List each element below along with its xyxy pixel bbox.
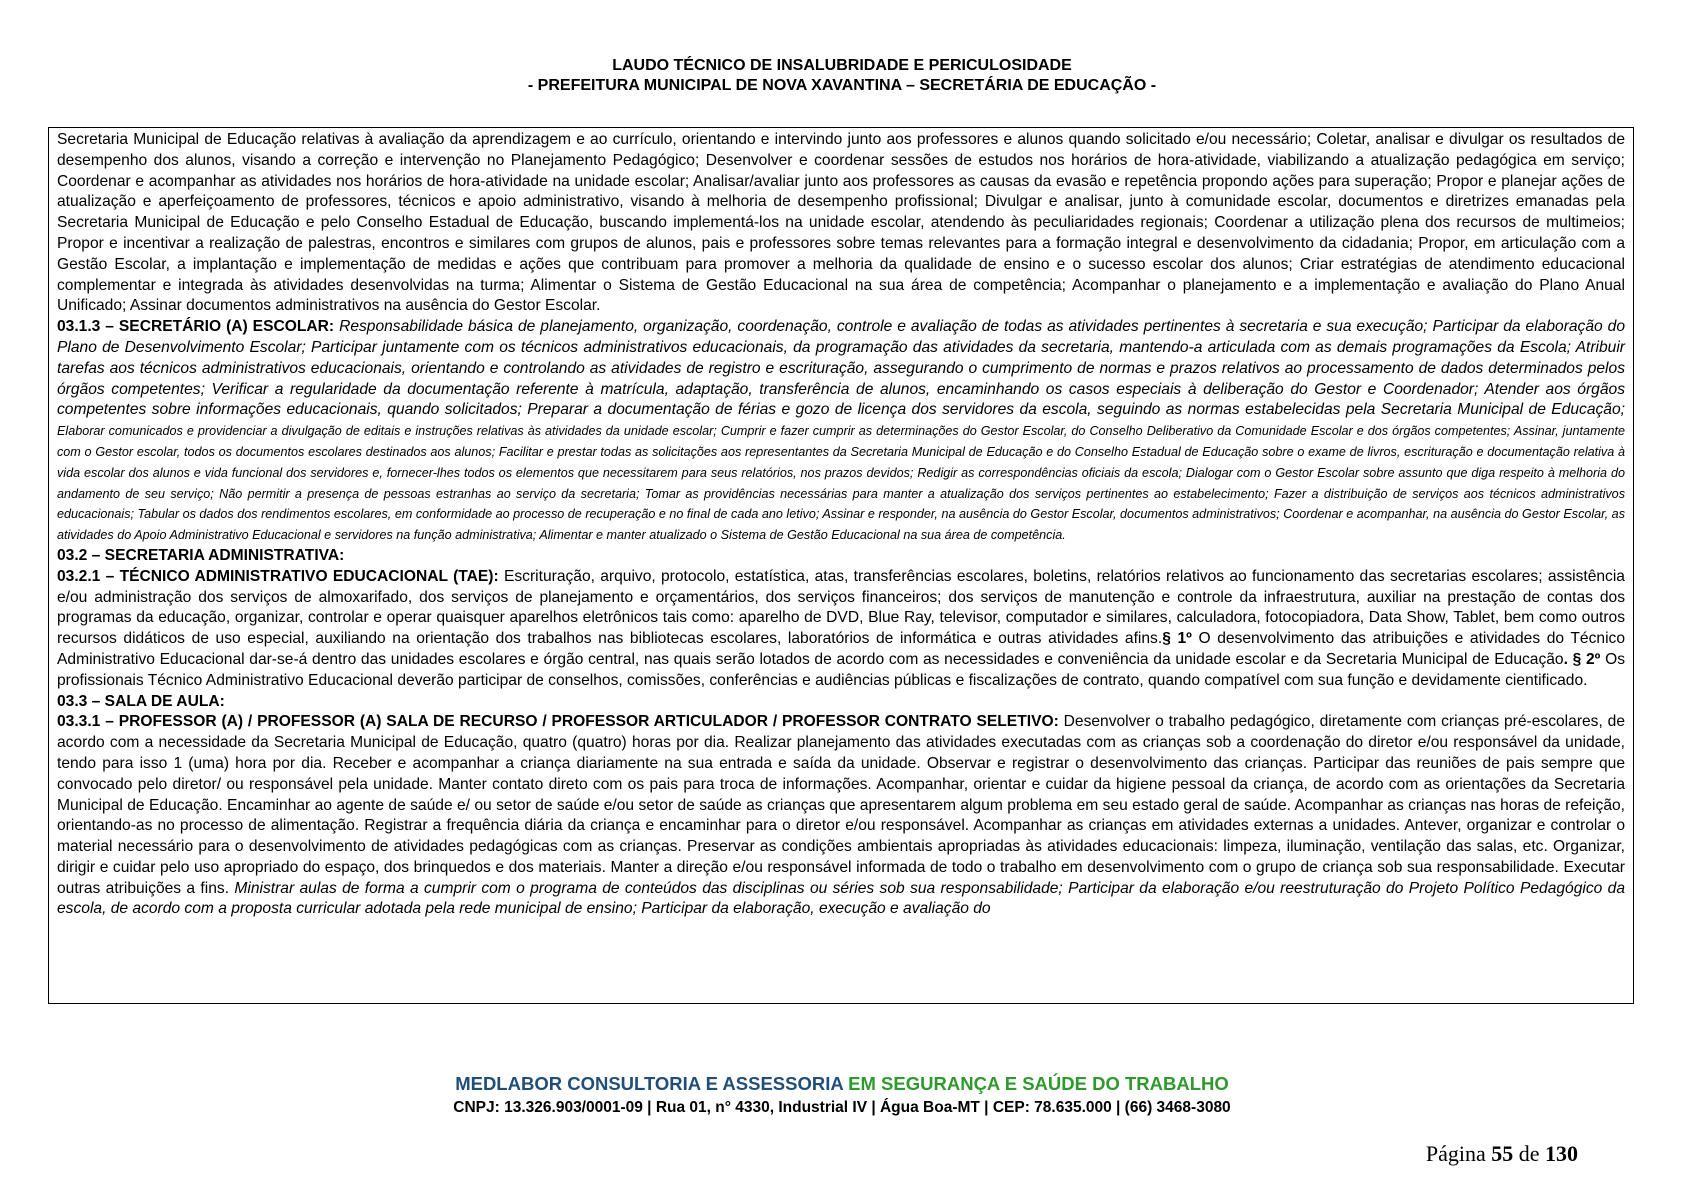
- section-0321: [57, 567, 1625, 692]
- section-0321-text-a: Escrituração, arquivo, protocolo, estatística, atas, transferências escolares, boletins, relatórios relativos ao funcionamento das secretarias escolares; assistência e/ou administração dos serviços de almoxarifado, dos serviços de planejamento e orçamentários, dos serviços financeiros; dos serviços de manutenção e controle da infraestrutura, auxiliar na prestação de contas dos programas da educação, organizar, controlar e operar quaisquer aparelhos eletrônicos tais como: aparelho de DVD, Blue Ray, televisor, computador e similares, calculadora, fotocopiadora, Data Show, Tablet, bem como outros recursos didáticos de uso especial, auxiliando na orientação dos trabalhos nas bibliotecas escolares, laboratórios de informática e outras atividades afins.: [57, 567, 1625, 648]
- content-box: [48, 127, 1634, 1004]
- intro-paragraph: Secretaria Municipal de Educação relativas à avaliação da aprendizagem e ao currículo, orientando e intervindo junto aos professores e alunos quando solicitado e/ou necessário; Coletar, analisar e divulgar os resultados de desempenho dos alunos, visando a correção e intervenção no Planejamento Pedagógico; Desenvolver e coordenar sessões de estudos nos horários de hora-atividade, viabilizando a atualização pedagógica em serviço; Coordenar e acompanhar as atividades nos horários de hora-atividade na unidade escolar; Analisar/avaliar junto aos professores as causas da evasão e repetência propondo ações para superação; Propor e planejar ações de atualização e aperfeiçoamento de professores, técnicos e apoio administrativo, visando à melhoria de desempenho profissional; Divulgar e analisar, junto à comunidade escolar, documentos e diretrizes emanadas pela Secretaria Municipal de Educação e pelo Conselho Estadual de Educação, buscando implementá-los na unidade escolar, atendendo às peculiaridades regionais; Coordenar a utilização plena dos recursos de multimeios; Propor e incentivar a realização de palestras, encontros e similares com grupos de alunos, pais e professores sobre temas relevantes para a formação integral e desenvolvimento da cidadania; Propor, em articulação com a Gestão Escolar, a implantação e implementação de medidas e ações que contribuam para promover a melhoria da qualidade de ensino e o sucesso escolar dos alunos; Criar estratégias de atendimento educacional complementar e integrada às atividades desenvolvidas na turma; Alimentar o Sistema de Gestão Educacional na sua área de competência; Acompanhar o planejamento e a implementação e avaliação do Plano Anual Unificado; Assinar documentos administrativos na ausência do Gestor Escolar.: [57, 131, 1625, 315]
- section-033-title: 03.3 – SALA DE AULA:: [57, 692, 225, 710]
- section-0321-paragraph-1: § 1º: [1162, 630, 1192, 648]
- footer-contact-line: CNPJ: 13.326.903/0001-09 | Rua 01, n° 4330, Industrial IV | Água Boa-MT | CEP: 78.635.000 | (66) 3468-3080: [453, 1099, 1231, 1116]
- document-header: [0, 56, 1684, 96]
- section-0331-text: Desenvolver o trabalho pedagógico, diretamente com crianças pré-escolares, de acordo com a necessidade da Secretaria Municipal de Educação, quatro (quatro) horas por dia. Realizar planejamento das atividades executadas com as crianças sob a coordenação do diretor e/ou responsável da unidade, tendo para isso 1 (uma) hora por dia. Receber e acompanhar a criança diariamente na sua entrada e saída da unidade. Observar e registrar o desenvolvimento das crianças. Participar das reuniões de pais sempre que convocado pelo diretor/ ou responsável pela unidade. Manter contato direto com os pais para troca de informações. Acompanhar, orientar e cuidar da higiene pessoal da criança, de acordo com as orientações da Secretaria Municipal de Educação. Encaminhar ao agente de saúde e/ ou setor de saúde e/ou setor de saúde as crianças que apresentarem algum problema em seu estado geral de saúde. Acompanhar as crianças nas horas de refeição, orientando-as no processo de alimentação. Registrar a frequência diária da criança e encaminhar para o diretor e/ou responsável. Acompanhar as crianças em atividades externas a unidades. Antever, organizar e controlar o material necessário para o desenvolvimento de atividades pedagógicas com as crianças. Preservar as condições ambientais apropriadas às atividades educacionais: limpeza, iluminação, ventilação das salas, etc. Organizar, dirigir e cuidar pelo uso apropriado do espaço, dos brinquedos e dos materiais. Manter a direção e/ou responsável informada de todo o trabalho em desenvolvimento com o grupo de criança sob sua responsabilidade. Executar outras atribuições a fins.: [57, 713, 1625, 897]
- section-0321-text-b: O desenvolvimento das atribuições e atividades do Técnico Administrativo Educacional dar-se-á dentro das unidades escolares e órgão central, nas quais serão lotados de acordo com as necessidades e conveniência da unidade escolar e da Secretaria Municipal de Educação: [57, 630, 1626, 668]
- page-current: 55: [1491, 1141, 1514, 1166]
- section-0331-title: 03.3.1 – PROFESSOR (A) / PROFESSOR (A) SALA DE RECURSO / PROFESSOR ARTICULADOR / PROFESSOR CONTRATO SELETIVO:: [57, 713, 1059, 731]
- footer-company-tagline: EM SEGURANÇA E SAÚDE DO TRABALHO: [843, 1073, 1229, 1094]
- section-032-title: 03.2 – SECRETARIA ADMINISTRATIVA:: [57, 546, 345, 564]
- section-0321-paragraph-2: . § 2º: [1563, 650, 1601, 668]
- section-0331-italic-text: Ministrar aulas de forma a cumprir com o programa de conteúdos das disciplinas ou séries sob sua responsabilidade; Participar da elaboração e/ou reestruturação do Projeto Político Pedagógico da escola, de acordo com a proposta curricular adotada pela rede municipal de ensino; Participar da elaboração, execução e avaliação do: [57, 879, 1625, 918]
- section-0321-text-c: Os profissionais Técnico Administrativo Educacional deverão participar de conselhos, comissões, conferências e audiências públicas e fiscalizações de contrato, quando compatível com sua função e devidamente cientificado.: [57, 650, 1625, 689]
- document-title: LAUDO TÉCNICO DE INSALUBRIDADE E PERICULOSIDADE: [612, 57, 1072, 74]
- section-0313-small-text: Elaborar comunicados e providenciar a divulgação de editais e instruções relativas às atividades da unidade escolar; Cumprir e fazer cumprir as determinações do Gestor Escolar, do Conselho Deliberativo da Comunidade Escolar e dos órgãos competentes; Assinar, juntamente com o Gestor escolar, todos os documentos escolares destinados aos alunos; Facilitar e prestar todas as solicitações aos representantes da Secretaria Municipal de Educação e do Conselho Estadual de Educação sobre o exame de livros, escrituração e documentação relativa à vida escolar dos alunos e vida funcional dos servidores e, fornecer-lhes todos os elementos que necessitarem para seus relatórios, nos prazos devidos; Redigir as correspondências oficiais da escola; Dialogar com o Gestor Escolar sobre assunto que diga respeito à melhoria do andamento de seu serviço; Não permitir a presença de pessoas estranhas ao serviço da secretaria; Tomar as providências necessárias para manter a atualização dos serviços pertinentes ao estabelecimento; Fazer a distribuição de serviços aos técnicos administrativos educacionais; Tabular os dados dos rendimentos escolares, em conformidade ao processo de recuperação e no final de cada ano letivo; Assinar e responder, na ausência do Gestor Escolar, documentos administrativos; Coordenar e acompanhar, na ausência do Gestor Escolar, as atividades do Apoio Administrativo Educacional e servidores na função administrativa; Alimentar e manter atualizado o Sistema de Gestão Educacional na sua área de competência.: [57, 424, 1625, 543]
- section-0331: [57, 712, 1625, 920]
- page-number: [1426, 1141, 1578, 1167]
- page-of: de: [1513, 1141, 1545, 1166]
- section-0313-italic-text: Responsabilidade básica de planejamento, organização, coordenação, controle e avaliação de todas as atividades pertinentes à secretaria e sua execução; Participar da elaboração do Plano de Desenvolvimento Escolar; Participar juntamente com os técnicos administrativos educacionais, da programação das atividades da secretaria, mantendo-a articulada com as demais programações da Escola; Atribuir tarefas aos técnicos administrativos educacionais, orientando e controlando as atividades de registro e escrituração, assegurando o cumprimento de normas e prazos relativos ao processamento de dados determinados pelos órgãos competentes; Verificar a regularidade da documentação referente à matrícula, adaptação, transferência de alunos, encaminhando os casos especiais à deliberação do Gestor e Coordenador; Atender aos órgãos competentes sobre informações educacionais, quando solicitados; Preparar a documentação de férias e gozo de licença dos servidores da escola, seguindo as normas estabelecidas pela Secretaria Municipal de Educação;: [57, 318, 1625, 419]
- section-0313: [57, 317, 1625, 546]
- footer-company: [0, 1073, 1684, 1095]
- section-0313-title: 03.1.3 – SECRETÁRIO (A) ESCOLAR:: [57, 318, 335, 336]
- section-0321-title: 03.2.1 – TÉCNICO ADMINISTRATIVO EDUCACIONAL (TAE):: [57, 567, 499, 585]
- page-prefix: Página: [1425, 1141, 1492, 1166]
- footer-company-name: MEDLABOR CONSULTORIA E ASSESSORIA: [455, 1073, 844, 1094]
- document-subtitle: - PREFEITURA MUNICIPAL DE NOVA XAVANTINA – SECRETÁRIA DE EDUCAÇÃO -: [527, 77, 1157, 94]
- page-total: 130: [1545, 1141, 1578, 1166]
